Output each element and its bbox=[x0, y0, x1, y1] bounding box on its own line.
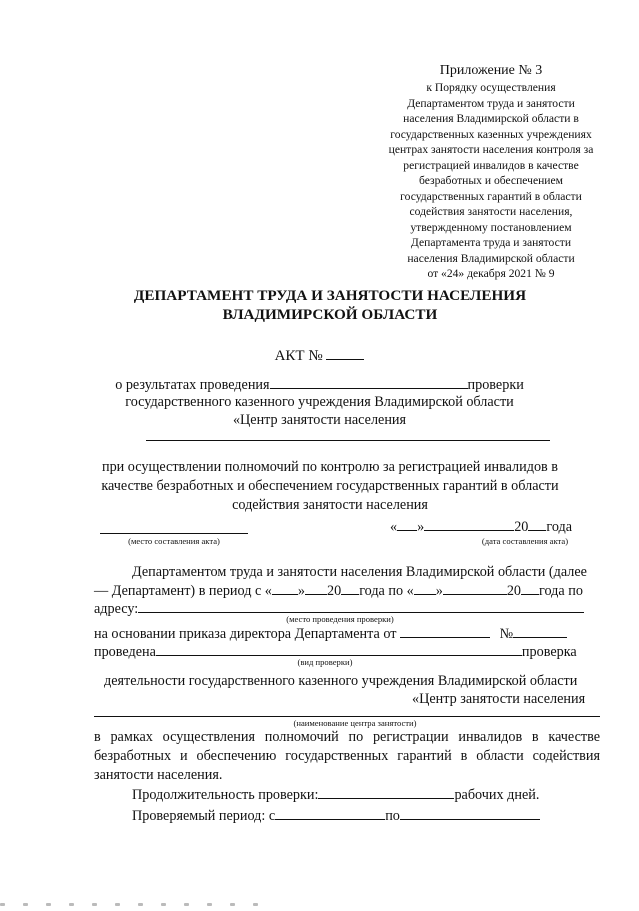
body-line-7: «Центр занятости населения bbox=[412, 691, 586, 707]
purpose-block bbox=[60, 458, 600, 515]
purpose-line-1: при осуществлении полномочий по контролю за регистрацией инвалидов в bbox=[101, 459, 558, 475]
appendix-line: Департаментом труда и занятости bbox=[407, 96, 575, 110]
period-from-month-field[interactable] bbox=[305, 581, 327, 595]
year-word: года bbox=[546, 519, 573, 535]
act-number-field[interactable] bbox=[326, 346, 364, 360]
period-text-mid: года по « bbox=[359, 583, 414, 599]
appendix-line: центрах занятости населения контроля за bbox=[388, 143, 594, 156]
quote-close-2: » bbox=[435, 583, 443, 599]
order-text: на основании приказа директора Департамента от bbox=[94, 626, 397, 642]
date-row bbox=[390, 517, 572, 537]
appendix-line: утвержденному постановлением bbox=[410, 220, 572, 234]
date-year-field[interactable] bbox=[528, 517, 546, 531]
period-to-day-field[interactable] bbox=[414, 581, 436, 595]
body-line-6: деятельности государственного казенного учреждения Владимирской области bbox=[104, 673, 578, 689]
center-name-underline[interactable] bbox=[146, 440, 550, 441]
appendix-heading: Приложение № 3 bbox=[439, 63, 543, 78]
body-paragraph bbox=[94, 728, 600, 785]
period-from-year-field[interactable] bbox=[341, 581, 359, 595]
body-line-1: Департаментом труда и занятости населения Владимирской области (далее bbox=[132, 564, 587, 580]
center-name-field[interactable] bbox=[94, 716, 600, 717]
place-field[interactable] bbox=[100, 533, 248, 534]
quote-close-1: » bbox=[297, 583, 305, 599]
appendix-line: Департамента труда и занятости bbox=[410, 236, 572, 249]
appendix-line: к Порядку осуществления bbox=[426, 81, 556, 94]
duration-label: Продолжительность проверки: bbox=[132, 787, 319, 803]
appendix-block bbox=[360, 62, 622, 282]
appendix-line: от «24» декабря 2021 № 9 bbox=[427, 267, 555, 280]
check-word: проверка bbox=[521, 644, 577, 660]
duration-line bbox=[132, 785, 539, 805]
period-from-day-field[interactable] bbox=[272, 581, 298, 595]
check-kind-caption: (вид проверки) bbox=[297, 657, 353, 667]
year-prefix-2: 20 bbox=[506, 583, 522, 599]
quote-close: » bbox=[417, 519, 425, 535]
appendix-line: государственных казенных учреждениях bbox=[390, 127, 592, 141]
check-kind-field[interactable] bbox=[156, 642, 522, 656]
date-caption: (дата составления акта) bbox=[481, 536, 569, 546]
act-subject-line-1 bbox=[0, 375, 639, 395]
appendix-line: безработных и обеспечением bbox=[418, 174, 563, 187]
body-line-4 bbox=[94, 624, 567, 644]
act-subject-line-2: государственного казенного учреждения Владимирской области bbox=[125, 394, 514, 410]
appendix-line: регистрацией инвалидов в качестве bbox=[403, 158, 579, 172]
appendix-line: населения Владимирской области bbox=[407, 251, 575, 265]
period-to-year-field[interactable] bbox=[521, 581, 539, 595]
conducted-label: проведена bbox=[94, 644, 156, 660]
scan-artifact bbox=[0, 893, 300, 899]
body-line-2 bbox=[94, 581, 583, 601]
period-to-month-field[interactable] bbox=[443, 581, 507, 595]
date-month-field[interactable] bbox=[424, 517, 514, 531]
check-type-field[interactable] bbox=[270, 375, 468, 389]
act-label: АКТ № bbox=[274, 348, 323, 364]
duration-field[interactable] bbox=[318, 785, 454, 799]
period-label: Проверяемый период: с bbox=[132, 808, 276, 824]
appendix-line: населения Владимирской области в bbox=[403, 112, 579, 125]
place-caption: (место составления акта) bbox=[128, 536, 220, 546]
order-number-field[interactable] bbox=[513, 624, 567, 638]
act-subject-text: о результатах проведения bbox=[115, 377, 270, 393]
body-line-10: занятости населения. bbox=[94, 767, 223, 783]
address-label: адресу: bbox=[94, 601, 139, 617]
department-heading bbox=[90, 286, 570, 324]
appendix-line: содействия занятости населения, bbox=[409, 205, 573, 218]
body-line-8: в рамках осуществления полномочий по регистрации инвалидов в качестве bbox=[94, 729, 600, 745]
order-number-label: № bbox=[499, 626, 514, 642]
appendix-line: государственных гарантий в области bbox=[400, 189, 582, 203]
purpose-line-2: качестве безработных и обеспечением государственных гарантий в области bbox=[101, 478, 559, 494]
period-start-field[interactable] bbox=[275, 806, 385, 820]
working-days-label: рабочих дней. bbox=[454, 787, 540, 803]
department-line-2: ВЛАДИМИРСКОЙ ОБЛАСТИ bbox=[222, 306, 438, 323]
year-prefix-1: 20 bbox=[327, 583, 342, 599]
period-to-label: по bbox=[385, 808, 400, 824]
period-end-field[interactable] bbox=[400, 806, 540, 820]
address-field[interactable] bbox=[138, 599, 584, 613]
center-name-caption: (наименование центра занятости) bbox=[293, 718, 417, 728]
date-day-field[interactable] bbox=[397, 517, 417, 531]
purpose-line-3: содействия занятости населения bbox=[232, 497, 428, 513]
period-text-end: года по bbox=[539, 583, 583, 599]
year-prefix: 20 bbox=[514, 519, 529, 535]
period-line bbox=[132, 806, 540, 826]
department-line-1: ДЕПАРТАМЕНТ ТРУДА И ЗАНЯТОСТИ НАСЕЛЕНИЯ bbox=[133, 287, 527, 304]
body-line-9: безработных и обеспечению государственных гарантий в области содействия bbox=[94, 748, 600, 764]
place-check-caption: (место проведения проверки) bbox=[286, 614, 394, 624]
quote-open: « bbox=[390, 519, 398, 535]
order-date-field[interactable] bbox=[400, 624, 490, 638]
act-subject-text-end: проверки bbox=[467, 377, 524, 393]
act-subject-line-3: «Центр занятости населения bbox=[232, 412, 407, 428]
act-title bbox=[0, 346, 639, 365]
period-text-start: — Департамент) в период с « bbox=[94, 583, 272, 599]
